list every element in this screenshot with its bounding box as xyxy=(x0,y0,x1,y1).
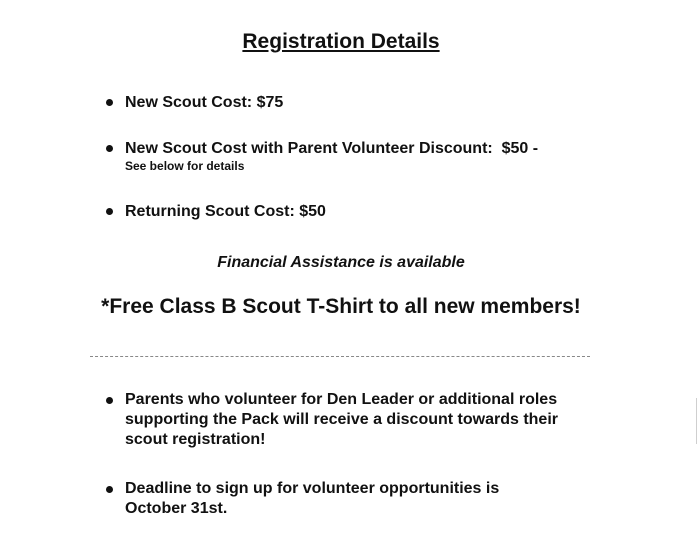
section-divider xyxy=(90,356,590,357)
list-item-returning-scout-cost xyxy=(125,202,326,222)
list-item-volunteer-deadline xyxy=(125,479,555,519)
bullet-icon xyxy=(106,208,113,215)
page-title: Registration Details xyxy=(242,30,440,53)
tshirt-offer: *Free Class B Scout T-Shirt to all new members! xyxy=(101,295,581,318)
list-item-note: See below for details xyxy=(125,159,245,173)
list-item-text: New Scout Cost: $75 xyxy=(125,94,284,111)
list-item-discount-cost xyxy=(125,139,538,173)
list-item-volunteer-discount xyxy=(125,390,595,450)
list-item-text: Deadline to sign up for volunteer opportunities is October 31st. xyxy=(125,480,500,517)
bullet-icon xyxy=(106,145,113,152)
list-item-text: Parents who volunteer for Den Leader or additional roles supporting the Pack will receive a discount towards their scout registration! xyxy=(125,391,558,448)
bullet-icon xyxy=(106,397,113,404)
financial-assistance-note: Financial Assistance is available xyxy=(217,254,465,271)
scan-artifact xyxy=(696,398,697,444)
list-item-new-scout-cost xyxy=(125,93,283,113)
list-item-text: Returning Scout Cost: $50 xyxy=(125,203,326,220)
list-item-text: New Scout Cost with Parent Volunteer Discount: $50 - xyxy=(125,140,539,157)
bullet-icon xyxy=(106,486,113,493)
bullet-icon xyxy=(106,99,113,106)
